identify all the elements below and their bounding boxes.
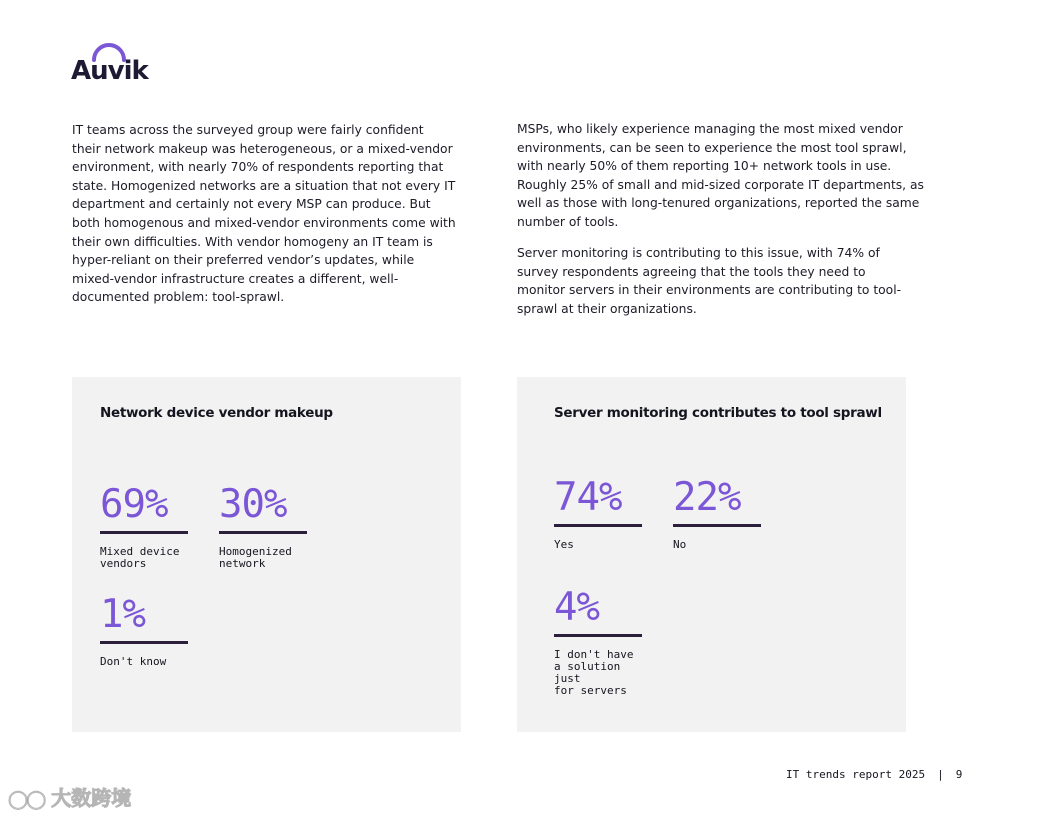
stat-value: 69% [100, 482, 168, 527]
stat-dont-know [100, 592, 188, 668]
page-number: 9 [955, 768, 963, 781]
stat-value: 22% [673, 475, 741, 520]
stat-no [673, 475, 761, 551]
stat-label: No [673, 538, 687, 551]
stat-value: 1% [100, 592, 145, 637]
stat-label: Don't know [100, 655, 167, 668]
stat-mixed-vendors [100, 482, 188, 570]
stat-divider [554, 634, 642, 637]
stat-label: Homogenized network [219, 545, 292, 570]
stat-value: 74% [554, 475, 622, 520]
stat-divider [100, 641, 188, 644]
watermark [8, 782, 131, 811]
stat-divider [100, 531, 188, 534]
footer-separator: | [937, 768, 944, 781]
card-title: Server monitoring contributes to tool sprawl [554, 405, 882, 421]
watermark-text: 大数跨境 [51, 786, 132, 810]
page-footer [786, 768, 962, 781]
stat-homogenized [219, 482, 307, 570]
server-monitoring-paragraph: Server monitoring is contributing to this issue, with 74% of survey respondents agreeing that the tools they need to monitor servers in their environments are contributing to tool-sprawl at their organizations. [517, 246, 902, 316]
report-title: IT trends report 2025 [786, 768, 926, 781]
stat-yes [554, 475, 642, 551]
watermark-logo-icon: ◯◯ [8, 789, 45, 810]
stat-value: 30% [219, 482, 287, 527]
stat-divider [554, 524, 642, 527]
logo-text: Auvik [71, 56, 148, 86]
auvik-logo [71, 42, 151, 86]
stat-no-solution [554, 585, 642, 697]
stat-divider [673, 524, 761, 527]
stat-label: I don't have a solution just for servers [554, 648, 634, 697]
stat-value: 4% [554, 585, 599, 630]
intro-paragraph: IT teams across the surveyed group were fairly confident their network makeup was heterogeneous, or a mixed-vendor environment, with nearly 70% of respondents reporting that state. Homogenized networks are a situation that not every IT department and certainly not every MSP can produce. But both homogenous and mixed-vendor environments come with their own difficulties. With vendor homogeny an IT team is hyper-reliant on their preferred vendor’s updates, while mixed-vendor infrastructure creates a different, well-documented problem: tool-sprawl. [72, 123, 456, 305]
server-monitoring-card [517, 377, 906, 732]
msp-paragraph: MSPs, who likely experience managing the most mixed vendor environments, can be seen to experience the most tool sprawl, with nearly 50% of them reporting 10+ network tools in use. Roughly 25% of small and mid-sized corporate IT departments, as well as those with long-tenured organizations, reported the same number of tools. [517, 122, 924, 229]
card-title: Network device vendor makeup [100, 405, 333, 421]
vendor-makeup-card [72, 377, 461, 732]
stat-divider [219, 531, 307, 534]
stat-label: Yes [554, 538, 574, 551]
stat-label: Mixed device vendors [100, 545, 180, 570]
